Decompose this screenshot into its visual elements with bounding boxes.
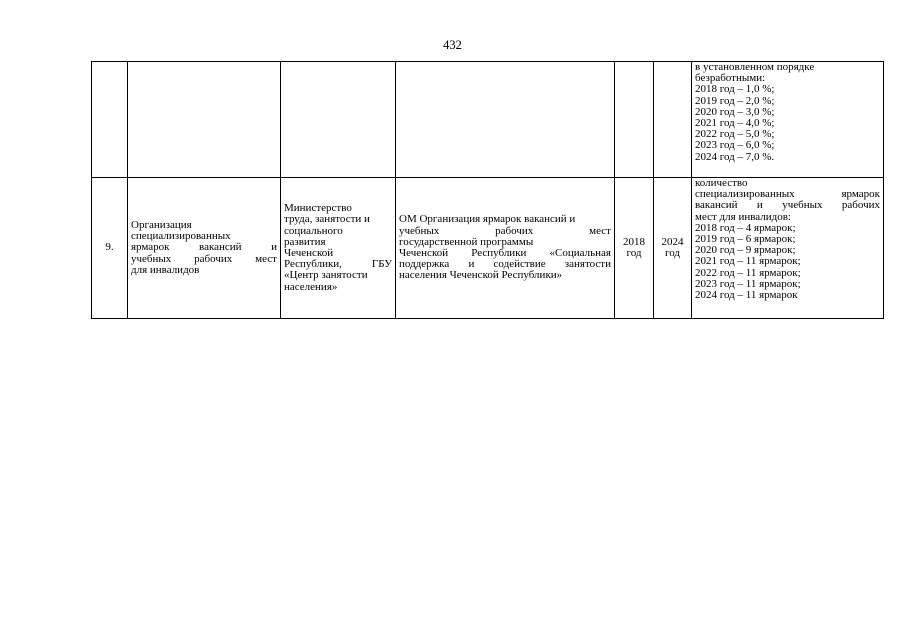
indicator-line: мест для инвалидов: (695, 210, 791, 223)
indicator-line: 2024 год – 11 ярмарок (695, 289, 798, 302)
program-table (91, 61, 884, 319)
executor-line: развития (284, 235, 326, 248)
event-name-line: учебных рабочих мест (131, 252, 277, 265)
indicator-line: 2022 год – 11 ярмарок; (695, 266, 801, 279)
main-measure-line: населения Чеченской Республики» (399, 269, 563, 282)
indicator-line: 2021 год – 11 ярмарок; (695, 255, 801, 268)
row-number-cell (92, 62, 128, 178)
executor-line: Министерство (284, 202, 352, 215)
event-name-line: ярмарок вакансий и (131, 241, 277, 254)
main-measure-cell (396, 62, 615, 178)
end-year-suffix: год (664, 247, 681, 259)
event-name-cell (128, 62, 281, 178)
indicator-line: 2018 год – 4 ярмарок; (695, 221, 796, 234)
indicator-line: 2020 год – 3,0 %; (695, 105, 775, 118)
main-measure-line: учебных рабочих мест (399, 224, 611, 237)
indicator-line: 2019 год – 2,0 %; (695, 94, 775, 107)
main-measure-line: Чеченской Республики «Социальная (399, 247, 611, 259)
event-name-line: Организация (131, 218, 192, 231)
table-row (92, 178, 884, 319)
indicator-cell (692, 62, 884, 178)
event-name-line: для инвалидов (131, 263, 200, 276)
indicator-line: 2023 год – 6,0 %; (695, 139, 775, 152)
row-number-cell: 9. (92, 178, 128, 319)
end-year-cell (654, 178, 692, 319)
indicator-line: 2020 год – 9 ярмарок; (695, 244, 796, 257)
start-year-cell (615, 62, 654, 178)
page-number: 432 (443, 38, 462, 52)
executor-line: населения» (284, 280, 338, 293)
table-row (92, 62, 884, 178)
indicator-line: 2019 год – 6 ярмарок; (695, 233, 796, 246)
executor-line: Республики, ГБУ (284, 258, 392, 271)
indicator-cell (692, 178, 884, 319)
end-year: 2024 (661, 235, 684, 248)
indicator-line: 2021 год – 4,0 %; (695, 117, 775, 130)
indicator-line: 2018 год – 1,0 %; (695, 83, 775, 96)
indicator-line: 2023 год – 11 ярмарок; (695, 277, 801, 290)
start-year-suffix: год (626, 247, 642, 259)
main-measure-line: поддержка и содействие занятости (399, 258, 611, 271)
executor-line: труда, занятости и (284, 213, 370, 226)
event-name-line: специализированных (131, 230, 231, 243)
main-measure-cell (396, 178, 615, 319)
indicator-line: вакансий и учебных рабочих (695, 199, 880, 212)
executor-line: социального (284, 224, 343, 237)
executor-cell (281, 178, 396, 319)
indicator-line: безработными: (695, 72, 766, 85)
event-name-cell (128, 178, 281, 319)
indicator-line: 2022 год – 5,0 %; (695, 128, 775, 141)
indicator-line: специализированных ярмарок (695, 188, 880, 201)
start-year: 2018 (623, 235, 645, 248)
indicator-line: в установленном порядке (695, 61, 815, 73)
main-measure-line: государственной программы (399, 235, 534, 248)
start-year-cell (615, 178, 654, 319)
executor-line: «Центр занятости (284, 269, 368, 282)
indicator-line: 2024 год – 7,0 %. (695, 150, 775, 163)
main-measure-line: ОМ Организация ярмарок вакансий и (399, 213, 576, 226)
executor-line: Чеченской (284, 247, 334, 259)
end-year-cell (654, 62, 692, 178)
executor-cell (281, 62, 396, 178)
indicator-line: количество (695, 177, 748, 189)
